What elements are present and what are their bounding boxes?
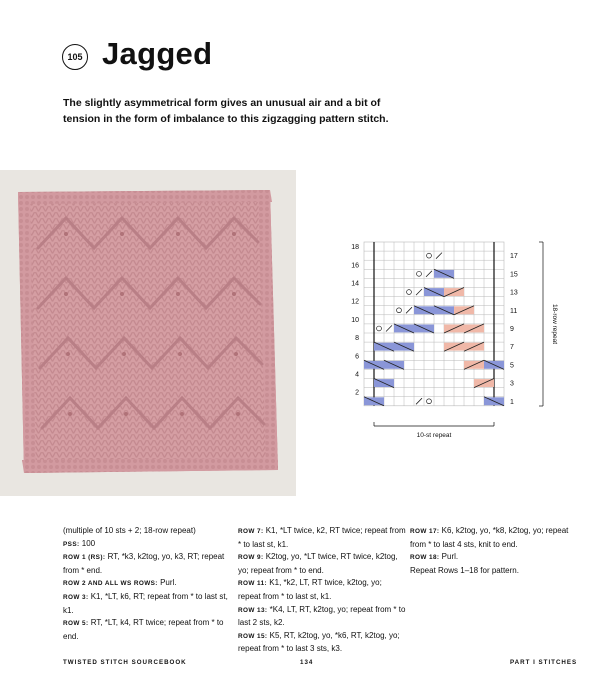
instructions-column-3 [410, 525, 570, 577]
row-label-left: 10 [351, 316, 359, 324]
instruction-line [238, 604, 406, 630]
instruction-text: K1, *LT, k6, RT; repeat from * to last st, k1. [63, 591, 228, 615]
footer-section: PART I STITCHES [510, 659, 578, 666]
row-label-left: 16 [351, 262, 359, 270]
row-label-right: 13 [510, 289, 518, 297]
row-label-right: 7 [510, 344, 514, 352]
footer-book-title: TWISTED STITCH SOURCEBOOK [63, 659, 187, 666]
instruction-row-label: PSS: [63, 540, 80, 548]
pattern-description: The slightly asymmetrical form gives an unusual air and a bit of tension in the form of imbalance to this zigzagging pattern stitch. [63, 97, 389, 125]
instruction-row-label: ROW 11: [238, 580, 268, 588]
instruction-line [63, 525, 235, 538]
instruction-text: K1, *LT twice, k2, RT twice; repeat from * to last st, k1. [238, 526, 406, 549]
instruction-row-label: ROW 1 (RS): [63, 554, 106, 562]
instruction-row-label: ROW 7: [238, 528, 264, 535]
instruction-line [63, 577, 235, 591]
instruction-row-label: ROW 9: [238, 554, 264, 562]
row-label-right: 3 [510, 380, 514, 388]
instruction-line [410, 565, 570, 578]
instruction-text: K1, *k2, LT, RT twice, k2tog, yo; repeat from * to last st, k1. [238, 578, 382, 601]
instruction-text: K2tog, yo, *LT twice, RT twice, k2tog, yo; repeat from * to end. [238, 552, 398, 575]
instruction-text: RT, *LT, k4, RT twice; repeat from * to end. [63, 618, 224, 641]
stitch-chart [330, 236, 560, 446]
knitted-swatch-image [0, 170, 296, 496]
instruction-row-label: ROW 13: [238, 606, 268, 614]
row-label-left: 8 [355, 335, 359, 343]
instruction-text: *K4, LT, RT, k2tog, yo; repeat from * to last 2 sts, k2. [238, 604, 406, 628]
instruction-line [238, 525, 406, 551]
pattern-number: 105 [67, 52, 83, 62]
pattern-number-badge [62, 44, 88, 70]
row-label-right: 5 [510, 362, 514, 370]
instruction-line [238, 630, 406, 656]
instruction-text: 100 [79, 538, 96, 548]
row-label-right: 15 [510, 271, 518, 279]
row-label-left: 4 [355, 371, 359, 379]
swatch-photo [0, 170, 296, 496]
row-label-left: 2 [355, 389, 359, 397]
repeat-label-bottom: 10-st repeat [416, 432, 452, 439]
row-label-left: 14 [351, 280, 359, 288]
instruction-text: RT, *k3, k2tog, yo, k3, RT; repeat from * end. [63, 552, 225, 575]
row-label-left: 18 [351, 244, 359, 252]
instruction-line [238, 577, 406, 603]
instruction-row-label: ROW 18: [410, 554, 440, 562]
instruction-row-label: ROW 17: [410, 528, 440, 535]
row-label-left: 12 [351, 298, 359, 306]
instruction-row-label: ROW 5: [63, 620, 89, 628]
page-title: Jagged [102, 36, 213, 71]
instruction-text: K5, RT, k2tog, yo, *k6, RT, k2tog, yo; repeat from * to last 3 sts, k3. [238, 630, 400, 654]
instruction-line [238, 551, 406, 577]
instruction-line [410, 551, 570, 565]
footer-page-number: 134 [300, 659, 314, 666]
row-label-right: 1 [510, 398, 514, 406]
instruction-text: Repeat Rows 1–18 for pattern. [410, 565, 519, 575]
instruction-line [63, 591, 235, 617]
repeat-label-side: 18-row repeat [551, 303, 558, 345]
instruction-row-label: ROW 15: [238, 632, 268, 640]
instruction-line [63, 538, 235, 552]
instruction-text: Purl. [439, 552, 459, 562]
row-label-left: 6 [355, 353, 359, 361]
instructions-column-1 [63, 525, 235, 643]
instruction-line [63, 551, 235, 577]
instruction-text: Purl. [157, 578, 177, 588]
instructions-column-2 [238, 525, 406, 656]
instruction-text: (multiple of 10 sts + 2; 18-row repeat) [63, 526, 196, 535]
instruction-text: K6, k2tog, yo, *k8, k2tog, yo; repeat from * to last 4 sts, knit to end. [410, 526, 569, 549]
row-label-right: 9 [510, 326, 514, 333]
instruction-line [410, 525, 570, 551]
instruction-row-label: ROW 3: [63, 593, 89, 601]
instruction-row-label: ROW 2 AND ALL WS ROWS: [63, 580, 158, 588]
row-label-right: 11 [510, 307, 518, 315]
instruction-line [63, 617, 235, 643]
stitch-chart-grid [330, 236, 560, 446]
row-label-right: 17 [510, 253, 518, 261]
